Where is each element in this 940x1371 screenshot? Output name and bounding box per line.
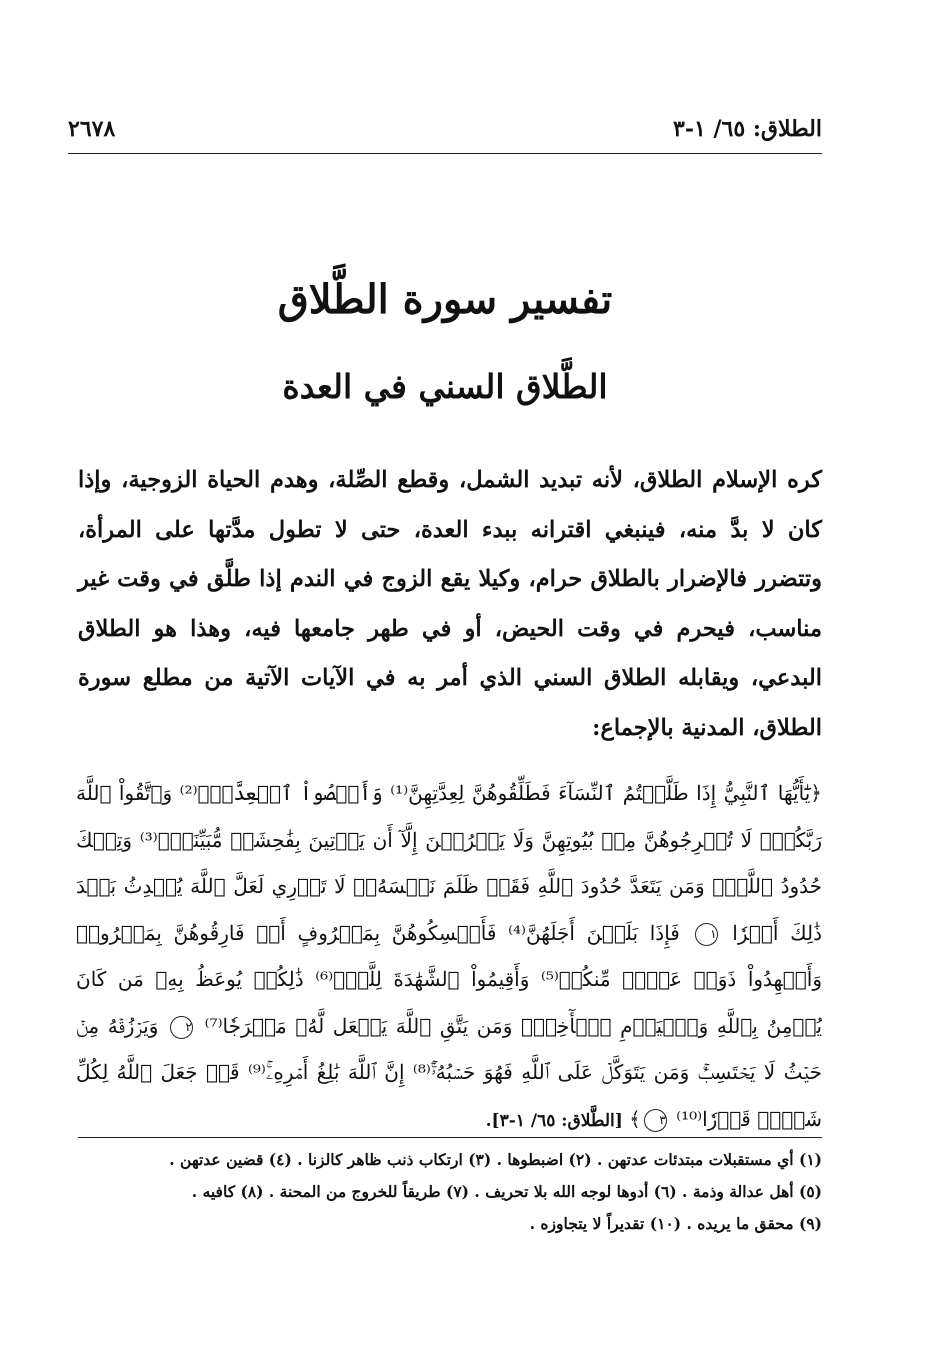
quran-verse-1: ﴿يَٰٓأَيُّهَا ٱلنَّبِيُّ إِذَا طَلَّقۡتُمُ ٱلنِّسَآءَ فَطَلِّقُوهُنَّ لِعِدَّتِهِنَّ⁽¹⁾ وَأَحۡصُواْ ٱلۡعِدَّةَۖ⁽²⁾ وَٱتَّقُواْ ٱللَّهَ رَبَّكُمۡۖ لَا تُخۡرِجُوهُنَّ مِنۢ بُيُوتِهِنَّ وَلَا يَخۡرُجۡنَ إِلَّآ أَن يَأۡتِينَ بِفَٰحِشَةٖ مُّبَيِّنَةٖۚ⁽³⁾ وَتِلۡكَ حُدُودُ ٱللَّهِۚ وَمَن يَتَعَدَّ حُدُودَ ٱللَّهِ فَقَدۡ ظَلَمَ نَفۡسَهُۥۚ لَا تَدۡرِي لَعَلَّ ٱللَّهَ يُحۡدِثُ بَعۡدَ ذَٰلِكَ أَمۡرٗا [76, 781, 823, 945]
footnote-line: (٥) أهل عدالة وذمة . (٦) أدوها لوجه الله بلا تحريف . (٧) طريقاً للخروج من المحنة . (٨) كافيه . [191, 1182, 822, 1201]
quran-closing-bracket: ﴾ [629, 1106, 641, 1131]
ayah-number-1: ١ [695, 923, 718, 946]
page-title: تفسير سورة الطَّلاق [277, 276, 613, 323]
quran-verse-2: فَإِذَا بَلَغۡنَ أَجَلَهُنَّ⁽⁴⁾ فَأَمۡسِكُوهُنَّ بِمَعۡرُوفٍ أَوۡ فَارِقُوهُنَّ بِمَعۡرُوفٖ وَأَشۡهِدُواْ ذَوَيۡ عَدۡلٖ مِّنكُمۡ⁽⁵⁾ وَأَقِيمُواْ ٱلشَّهَٰدَةَ لِلَّهِۚ⁽⁶⁾ ذَٰلِكُمۡ يُوعَظُ بِهِۦ مَن كَانَ يُؤۡمِنُ بِٱللَّهِ وَٱلۡيَوۡمِ ٱلۡأٓخِرِۚ وَمَن يَتَّقِ ٱللَّهَ يَجۡعَل لَّهُۥ مَخۡرَجٗا⁽⁷⁾ [76, 920, 823, 1038]
intro-paragraph: كره الإسلام الطلاق، لأنه تبديد الشمل، وقطع الصِّلة، وهدم الحياة الزوجية، وإذا كان لا بدَّ منه، فينبغي اقترانه ببدء العدة، حتى لا تطول مدَّتها على المرأة، وتتضرر فالإضرار بالطلاق حرام، وكيلا يقع الزوج في الندم إذا طلَّق في وقت غير مناسب، فيحرم في وقت الحيض، أو في طهر جامعها فيه، وهذا هو الطلاق البدعي، ويقابله الطلاق السني الذي أمر به في الآيات الآتية من مطلع سورة الطلاق، المدنية بالإجماع: [78, 467, 822, 741]
footnote-divider [78, 1137, 822, 1138]
header-divider [68, 153, 822, 154]
running-header [68, 112, 822, 152]
quran-passage [76, 770, 822, 1144]
ayah-number-3: ٣ [644, 1109, 667, 1132]
quran-reference: [الطَّلاق: ٦٥/ ١-٣]. [485, 1110, 623, 1131]
header-surah-reference: الطلاق: ٦٥/ ١-٣ [673, 116, 822, 142]
section-title: الطَّلاق السني في العدة [282, 367, 608, 406]
page-number: ٢٦٧٨ [68, 116, 116, 142]
footnote-line: (١) أي مستقبلات مبتدئات عدتهن . (٢) اضبطوها . (٣) ارتكاب ذنب ظاهر كالزنا . (٤) قضين عدتهن . [169, 1150, 822, 1169]
ayah-number-2: ٢ [170, 1016, 193, 1039]
footnotes [78, 1144, 822, 1240]
footnote-line: (٩) محقق ما يريده . (١٠) تقديراً لا يتجاوزه . [529, 1214, 822, 1233]
quran-verse-3: وَيَرۡزُقۡهُ مِنۡ حَيۡثُ لَا يَحۡتَسِبُۚ وَمَن يَتَوَكَّلۡ عَلَى ٱللَّهِ فَهُوَ حَسۡبُهُۥٓۚ⁽⁸⁾ إِنَّ ٱللَّهَ بَٰلِغُ أَمۡرِهِۦۚ⁽⁹⁾ قَدۡ جَعَلَ ٱللَّهُ لِكُلِّ شَيۡءٖ قَدۡرٗا⁽¹⁰⁾ [76, 1013, 822, 1131]
